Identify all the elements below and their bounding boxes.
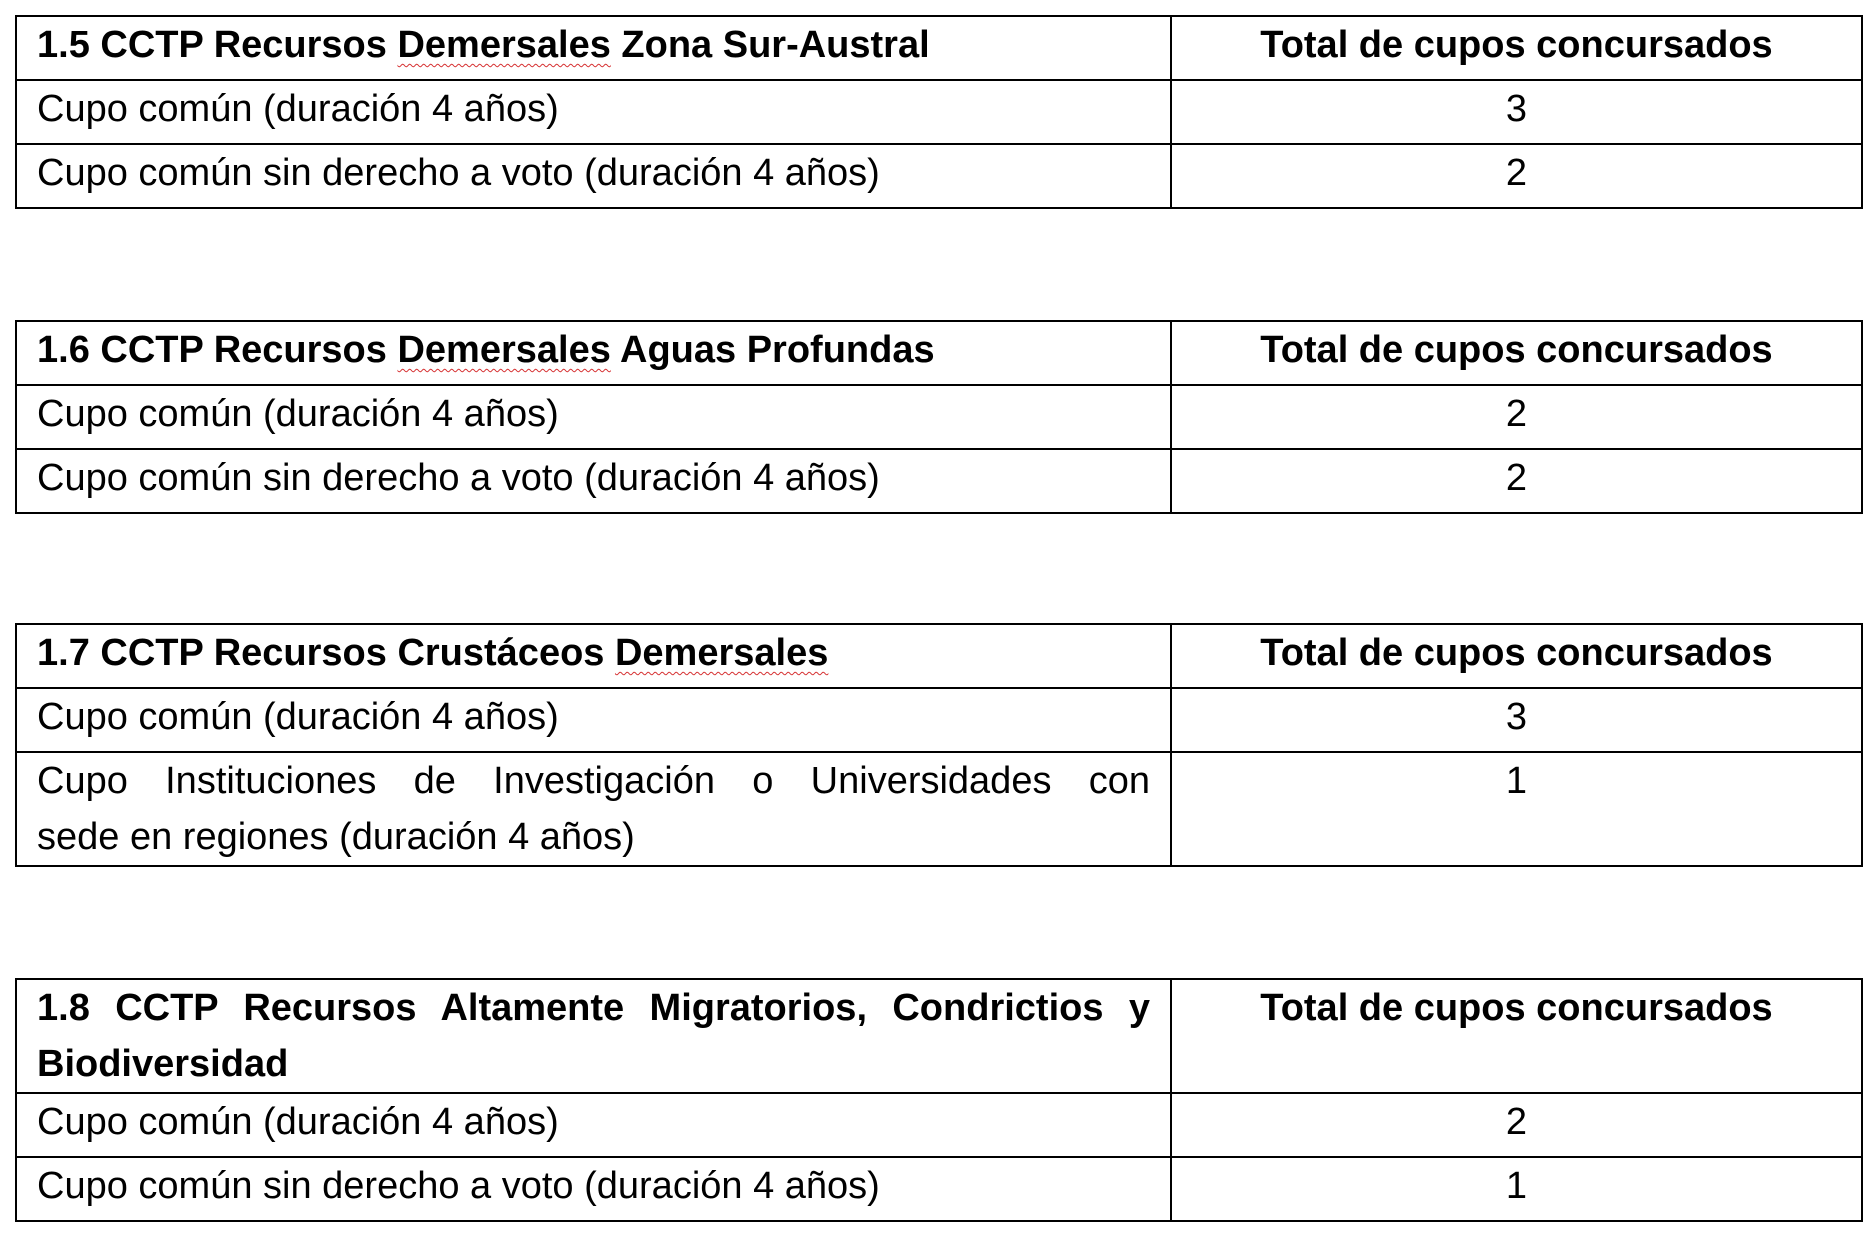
column-header-total: Total de cupos concursados bbox=[1171, 624, 1862, 688]
table-row bbox=[16, 1093, 1862, 1157]
row-label: Cupo común (duración 4 años) bbox=[16, 1093, 1171, 1157]
row-label bbox=[16, 752, 1171, 866]
row-label: Cupo común sin derecho a voto (duración 4 años) bbox=[16, 144, 1171, 208]
table-1-7-crustaceos-demersales bbox=[15, 623, 1863, 867]
row-value: 1 bbox=[1171, 752, 1862, 866]
column-header-total: Total de cupos concursados bbox=[1171, 16, 1862, 80]
table-title-prefix: 1.6 CCTP Recursos bbox=[37, 329, 387, 371]
row-label: Cupo común (duración 4 años) bbox=[16, 688, 1171, 752]
table-row bbox=[16, 688, 1862, 752]
table-title-line-1: 1.8 CCTP Recursos Altamente Migratorios, Condrictios y bbox=[37, 987, 1150, 1029]
row-value: 1 bbox=[1171, 1157, 1862, 1221]
table-1-5-demersales-sur-austral bbox=[15, 15, 1863, 209]
table-title-prefix: 1.7 CCTP Recursos Crustáceos bbox=[37, 632, 605, 674]
table-row bbox=[16, 80, 1862, 144]
table-row bbox=[16, 144, 1862, 208]
table-title-prefix: 1.5 CCTP Recursos bbox=[37, 24, 387, 66]
row-value: 3 bbox=[1171, 688, 1862, 752]
table-row bbox=[16, 1157, 1862, 1221]
row-value: 3 bbox=[1171, 80, 1862, 144]
spellcheck-flagged-word: Demersales bbox=[397, 24, 611, 66]
table-header-row bbox=[16, 624, 1862, 688]
table-title-cell bbox=[16, 979, 1171, 1093]
table-header-row bbox=[16, 979, 1862, 1093]
table-title-cell bbox=[16, 16, 1171, 80]
table-title-cell bbox=[16, 624, 1171, 688]
column-header-total: Total de cupos concursados bbox=[1171, 321, 1862, 385]
spellcheck-flagged-word: Demersales bbox=[614, 632, 829, 674]
row-label: Cupo común (duración 4 años) bbox=[16, 385, 1171, 449]
table-1-8-altamente-migratorios bbox=[15, 978, 1863, 1222]
spellcheck-flagged-word: Demersales bbox=[397, 329, 611, 371]
row-label-line-1: Cupo Instituciones de Investigación o Universidades con bbox=[37, 760, 1150, 802]
row-value: 2 bbox=[1171, 449, 1862, 513]
column-header-total: Total de cupos concursados bbox=[1171, 979, 1862, 1093]
table-header-row bbox=[16, 321, 1862, 385]
row-label: Cupo común sin derecho a voto (duración 4 años) bbox=[16, 1157, 1171, 1221]
row-label: Cupo común sin derecho a voto (duración 4 años) bbox=[16, 449, 1171, 513]
row-label-line-2: sede en regiones (duración 4 años) bbox=[37, 816, 635, 858]
table-title-cell bbox=[16, 321, 1171, 385]
table-row bbox=[16, 752, 1862, 866]
table-row bbox=[16, 449, 1862, 513]
table-title-suffix: Aguas Profundas bbox=[620, 329, 935, 371]
row-value: 2 bbox=[1171, 144, 1862, 208]
table-header-row bbox=[16, 16, 1862, 80]
row-label: Cupo común (duración 4 años) bbox=[16, 80, 1171, 144]
row-value: 2 bbox=[1171, 385, 1862, 449]
table-title-suffix: Zona Sur-Austral bbox=[621, 24, 930, 66]
row-value: 2 bbox=[1171, 1093, 1862, 1157]
table-title-line-2: Biodiversidad bbox=[37, 1043, 289, 1085]
table-row bbox=[16, 385, 1862, 449]
table-1-6-demersales-aguas-profundas bbox=[15, 320, 1863, 514]
